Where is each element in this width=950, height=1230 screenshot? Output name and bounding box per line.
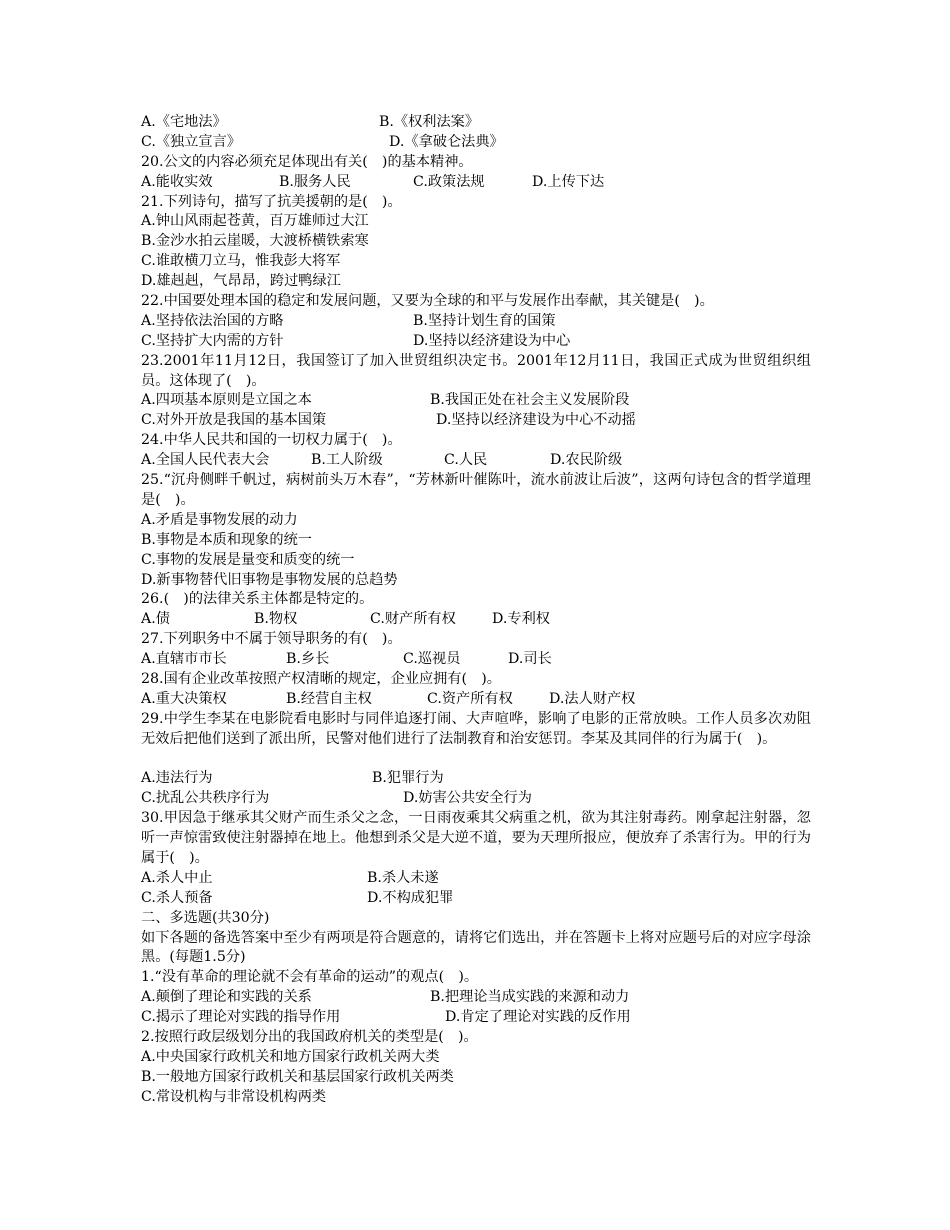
exam-page [141,113,811,1108]
option-text: A.违法行为 [141,770,213,787]
option-row [141,391,811,411]
option-text: B.经营自主权 [286,690,372,707]
option-text: C.政策法规 [413,173,485,190]
option-text: A.债 [141,611,170,628]
option-text: C.揭示了理论对实践的指导作用 [141,1009,341,1026]
question-paragraph: 如下各题的备选答案中至少有两项是符合题意的，请将它们选出，并在答题卡上将对应题号后的对应字母涂黑。(每题1.5分) [141,929,811,966]
option-text: C.《独立宣言》 [141,133,241,150]
option-text: C.财产所有权 [370,611,456,628]
option-text: A.杀人中止 [141,869,213,886]
option-text: B.杀人未遂 [367,869,439,886]
text-line: 28.国有企业改革按照产权清晰的规定，企业应拥有( )。 [141,670,501,687]
text-line: 20.公文的内容必须充足体现出有关( )的基本精神。 [141,153,473,170]
option-text: C.巡视员 [403,651,461,668]
option-row [141,1008,811,1028]
option-row [141,133,811,153]
text-line: B.事物是本质和现象的统一 [141,531,312,548]
option-text: A.直辖市市长 [141,651,227,668]
option-text: C.坚持扩大内需的方针 [141,332,284,349]
option-text: C.扰乱公共秩序行为 [141,790,270,807]
text-line: 22.中国要处理本国的稳定和发展问题，又要为全球的和平与发展作出奉献，其关键是( )。 [141,293,714,310]
text-line: 1.“没有革命的理论就不会有革命的运动”的观点( )。 [141,969,479,986]
option-text: C.人民 [444,452,488,469]
option-row [141,690,811,710]
text-line: A.矛盾是事物发展的动力 [141,511,298,528]
text-line: 27.下列职务中不属于领导职务的有( )。 [141,631,402,648]
option-text: D.不构成犯罪 [367,889,454,906]
option-text: A.颠倒了理论和实践的关系 [141,989,312,1006]
option-row [141,769,811,789]
option-row [141,451,811,471]
option-row [141,113,811,133]
option-row [141,332,811,352]
option-text: B.物权 [254,611,298,628]
option-text: C.对外开放是我国的基本国策 [141,412,327,429]
text-line: D.新事物替代旧事物是事物发展的总趋势 [141,571,398,588]
option-text: A.重大决策权 [141,690,227,707]
question-paragraph: 29.中学生李某在电影院看电影时与同伴追逐打闹、大声喧哗，影响了电影的正常放映。工作人员多次劝阻无效后把他们送到了派出所，民警对他们进行了法制教育和治安惩罚。李某及其同伴的行为属于( )。 [141,710,811,747]
question-paragraph: 30.甲因急于继承其父财产而生杀父之念，一日雨夜乘其父病重之机，欲为其注射毒药。刚拿起注射器，忽听一声惊雷致使注射器掉在地上。他想到杀父是大逆不道，要为天理所报应，便放弃了杀害行为。甲的行为属于( )。 [141,810,811,867]
option-row [141,173,811,193]
option-text: A.能收实效 [141,173,213,190]
option-text: B.服务人民 [279,173,351,190]
option-text: A.四项基本原则是立国之本 [141,392,312,409]
option-text: B.《权利法案》 [379,114,480,130]
option-row [141,312,811,332]
option-text: D.《拿破仑法典》 [389,133,504,150]
option-text: D.专利权 [492,611,550,628]
option-text: B.犯罪行为 [372,770,444,787]
option-text: B.工人阶级 [311,452,383,469]
text-line: D.雄赳赳，气昂昂，跨过鸭绿江 [141,273,341,290]
option-row [141,789,811,809]
text-line: 26.( )的法律关系主体都是特定的。 [141,591,374,608]
option-row [141,411,811,431]
option-text: B.把理论当成实践的来源和动力 [430,989,630,1006]
option-row [141,869,811,889]
text-line: A.钟山风雨起苍黄，百万雄师过大江 [141,213,369,230]
option-text: A.坚持依法治国的方略 [141,312,284,329]
option-text: D.妨害公共安全行为 [403,790,532,807]
option-text: D.法人财产权 [549,690,636,707]
option-text: B.我国正处在社会主义发展阶段 [430,392,630,409]
option-text: B.乡长 [286,651,330,668]
option-text: B.坚持计划生育的国策 [413,312,556,329]
option-text: D.上传下达 [532,173,605,190]
option-row [141,610,811,630]
option-text: A.全国人民代表大会 [141,452,270,469]
text-line: C.谁敢横刀立马，惟我彭大将军 [141,253,341,270]
option-text: D.农民阶级 [550,452,623,469]
text-line: 2.按照行政层级划分出的我国政府机关的类型是( )。 [141,1029,478,1046]
option-text: D.坚持以经济建设为中心不动摇 [436,412,636,429]
text-line: B.金沙水拍云崖暖，大渡桥横铁索寒 [141,233,369,250]
text-line: 21.下列诗句，描写了抗美援朝的是( )。 [141,193,402,210]
text-line: C.事物的发展是量变和质变的统一 [141,551,355,568]
option-text: D.司长 [508,651,552,668]
text-line: A.中央国家行政机关和地方国家行政机关两大类 [141,1048,440,1065]
text-line: C.常设机构与非常设机构两类 [141,1088,327,1105]
option-text: D.坚持以经济建设为中心 [413,332,571,349]
text-line: 24.中华人民共和国的一切权力属于( )。 [141,432,402,449]
text-line: 二、多选题(共30分) [141,909,270,926]
text-line: B.一般地方国家行政机关和基层国家行政机关两类 [141,1068,454,1085]
option-text: C.资产所有权 [427,690,513,707]
option-text: A.《宅地法》 [141,114,227,130]
option-text: D.肯定了理论对实践的反作用 [445,1009,631,1026]
option-row [141,988,811,1008]
question-paragraph: 23.2001年11月12日，我国签订了加入世贸组织决定书。2001年12月11日，我国正式成为世贸组织组员。这体现了( )。 [141,352,811,389]
question-paragraph: 25.“沉舟侧畔千帆过，病树前头万木春”，“芳林新叶催陈叶，流水前波让后波”，这两句诗包含的哲学道理是( )。 [141,472,811,508]
option-row [141,889,811,909]
option-text: C.杀人预备 [141,889,213,906]
option-row [141,650,811,670]
